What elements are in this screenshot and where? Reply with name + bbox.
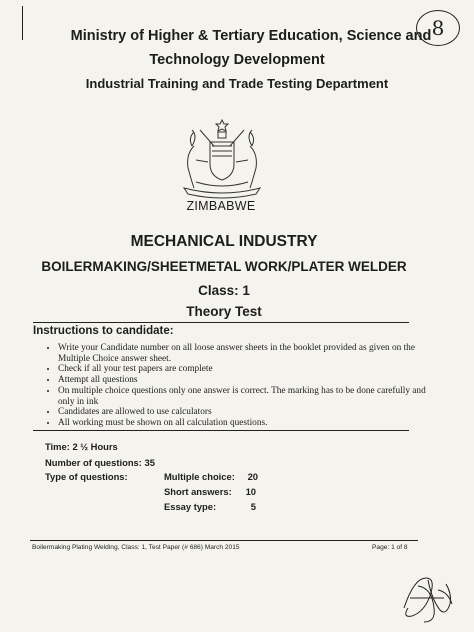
- footer-page-number: Page: 1 of 8: [372, 544, 408, 551]
- instruction-item: • On multiple choice questions only one answer is correct. The marking has to be done carefully and only in ink: [58, 386, 426, 407]
- essay-type-label: Essay type:: [164, 501, 217, 512]
- number-of-questions: Number of questions: 35: [45, 457, 155, 468]
- country-name: ZIMBABWE: [186, 199, 256, 213]
- class-title: Class: 1: [198, 283, 250, 298]
- instruction-item: • Candidates are allowed to use calculators: [58, 407, 426, 418]
- instruction-item: • Check if all your test papers are complete: [58, 364, 426, 375]
- multiple-choice-label: Multiple choice:: [164, 471, 235, 482]
- instructions-list: [44, 343, 426, 429]
- short-answers-label: Short answers:: [164, 486, 232, 497]
- handwritten-signature-icon: [398, 568, 458, 626]
- department-name: Industrial Training and Trade Testing Department: [85, 76, 389, 91]
- ministry-line-2: Technology Development: [149, 52, 325, 68]
- industry-title: MECHANICAL INDUSTRY: [130, 233, 318, 250]
- ministry-line-1: Ministry of Higher & Tertiary Education, Science and: [70, 28, 432, 44]
- short-answers-count: 10: [245, 486, 256, 497]
- time-allowed: Time: 2 ½ Hours: [45, 441, 118, 452]
- instructions-heading: Instructions to candidate:: [33, 325, 174, 337]
- instructions-top-rule: [33, 322, 409, 323]
- footer-paper-info: Boilermaking Plating Welding, Class: 1, Test Paper (# 686) March 2015: [32, 544, 240, 551]
- question-types-label: Type of questions:: [45, 471, 128, 482]
- footer-rule: [30, 540, 418, 541]
- instruction-item: • All working must be shown on all calculation questions.: [58, 418, 426, 429]
- instruction-item: • Attempt all questions: [58, 375, 426, 386]
- essay-type-count: 5: [250, 501, 256, 512]
- multiple-choice-count: 20: [247, 471, 258, 482]
- test-title: Theory Test: [186, 304, 262, 319]
- page-number-mark: 8: [416, 10, 460, 46]
- zimbabwe-coat-of-arms-icon: [170, 116, 274, 200]
- trade-title: BOILERMAKING/SHEETMETAL WORK/PLATER WELDER: [41, 259, 407, 274]
- instructions-bottom-rule: [33, 430, 409, 431]
- instruction-item: • Write your Candidate number on all loose answer sheets in the booklet provided as given on the Multiple Choice answer sheet.: [58, 343, 426, 364]
